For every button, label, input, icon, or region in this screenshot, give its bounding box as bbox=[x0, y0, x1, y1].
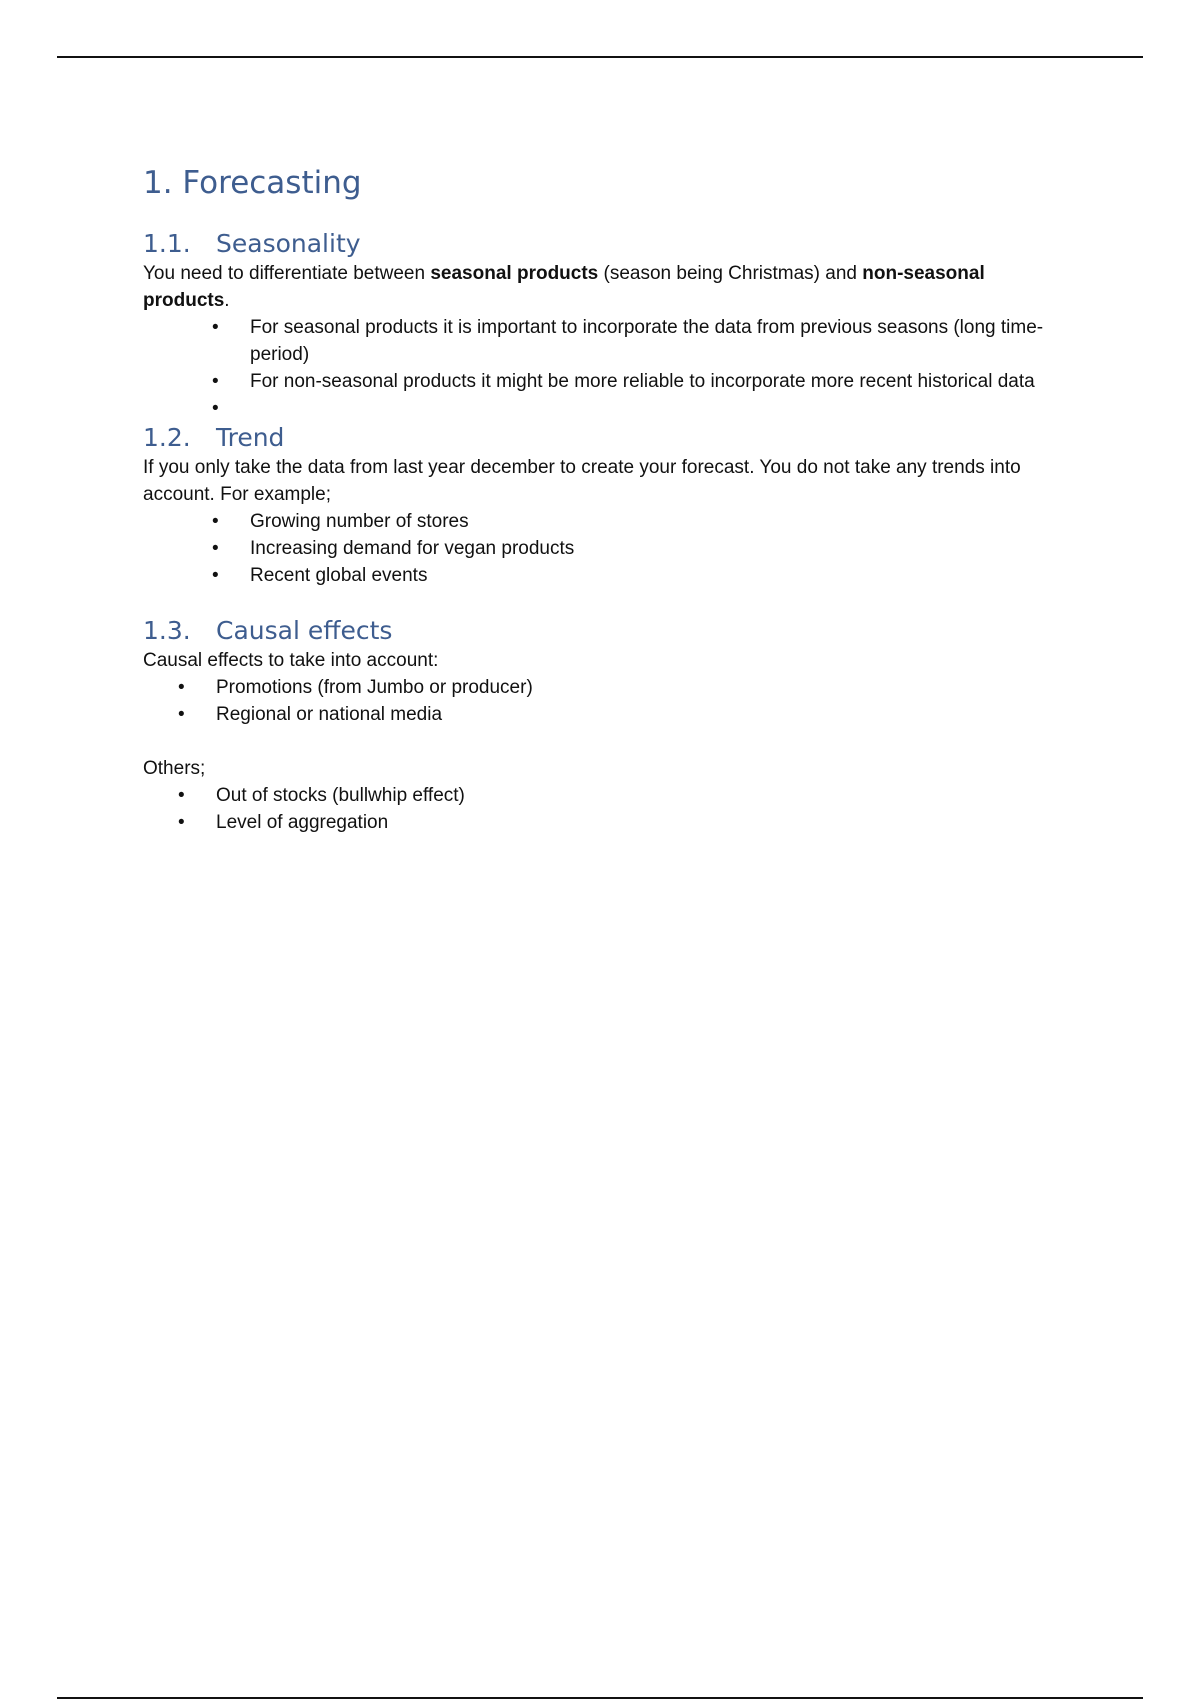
header-rule bbox=[57, 56, 1143, 58]
footer-rule bbox=[57, 1697, 1143, 1699]
list-item-text: For non-seasonal products it might be more reliable to incorporate more recent historical data bbox=[250, 371, 1035, 392]
heading-forecasting: 1. Forecasting bbox=[143, 165, 362, 201]
bullet-icon: • bbox=[212, 317, 219, 338]
heading-number: 1.3. bbox=[143, 616, 191, 645]
bold-term: non-seasonal products bbox=[143, 263, 985, 311]
list-item bbox=[143, 701, 1063, 728]
document-body bbox=[143, 160, 1063, 836]
heading-seasonality bbox=[143, 228, 1063, 260]
trend-list bbox=[143, 508, 1063, 589]
intro-text: (season being Christmas) and bbox=[598, 263, 863, 284]
bullet-icon: • bbox=[178, 704, 185, 725]
list-item bbox=[143, 368, 1063, 395]
list-item-text: Recent global events bbox=[250, 565, 428, 586]
bullet-icon: • bbox=[178, 785, 185, 806]
others-list bbox=[143, 782, 1063, 836]
list-item bbox=[143, 508, 1063, 535]
list-item bbox=[143, 562, 1063, 589]
causal-intro: Causal effects to take into account: bbox=[143, 650, 439, 671]
bullet-icon: • bbox=[212, 511, 219, 532]
heading-title: Trend bbox=[216, 423, 285, 452]
list-item bbox=[143, 314, 1063, 368]
heading-number: 1.2. bbox=[143, 423, 191, 452]
bullet-icon: • bbox=[212, 565, 219, 586]
heading-number: 1.1. bbox=[143, 229, 191, 258]
bold-term: seasonal products bbox=[430, 263, 599, 284]
trend-intro: If you only take the data from last year december to create your forecast. You do not take any trends into account. For example; bbox=[143, 457, 1021, 505]
heading-trend bbox=[143, 422, 1063, 454]
list-item-text: Promotions (from Jumbo or producer) bbox=[216, 677, 533, 698]
causal-list bbox=[143, 674, 1063, 728]
list-item-text: Level of aggregation bbox=[216, 812, 389, 833]
seasonality-intro bbox=[143, 260, 1063, 314]
list-item-text: Out of stocks (bullwhip effect) bbox=[216, 785, 465, 806]
bullet-icon: • bbox=[212, 398, 219, 419]
list-item-text: For seasonal products it is important to incorporate the data from previous seasons (long time-period) bbox=[250, 317, 1044, 365]
list-item bbox=[143, 782, 1063, 809]
list-item bbox=[143, 674, 1063, 701]
intro-text: You need to differentiate between bbox=[143, 263, 431, 284]
bullet-icon: • bbox=[212, 371, 219, 392]
heading-causal-effects bbox=[143, 615, 1063, 647]
list-item-text: Growing number of stores bbox=[250, 511, 469, 532]
list-item bbox=[143, 809, 1063, 836]
others-label: Others; bbox=[143, 758, 206, 779]
list-item-text: Increasing demand for vegan products bbox=[250, 538, 575, 559]
spacer bbox=[143, 728, 1063, 755]
intro-text: . bbox=[224, 290, 230, 311]
list-item bbox=[143, 535, 1063, 562]
list-item bbox=[143, 395, 1063, 422]
heading-title: Causal effects bbox=[216, 616, 393, 645]
seasonality-list bbox=[143, 314, 1063, 422]
bullet-icon: • bbox=[212, 538, 219, 559]
bullet-icon: • bbox=[178, 812, 185, 833]
bullet-icon: • bbox=[178, 677, 185, 698]
list-item-text: Regional or national media bbox=[216, 704, 443, 725]
heading-title: Seasonality bbox=[216, 229, 361, 258]
